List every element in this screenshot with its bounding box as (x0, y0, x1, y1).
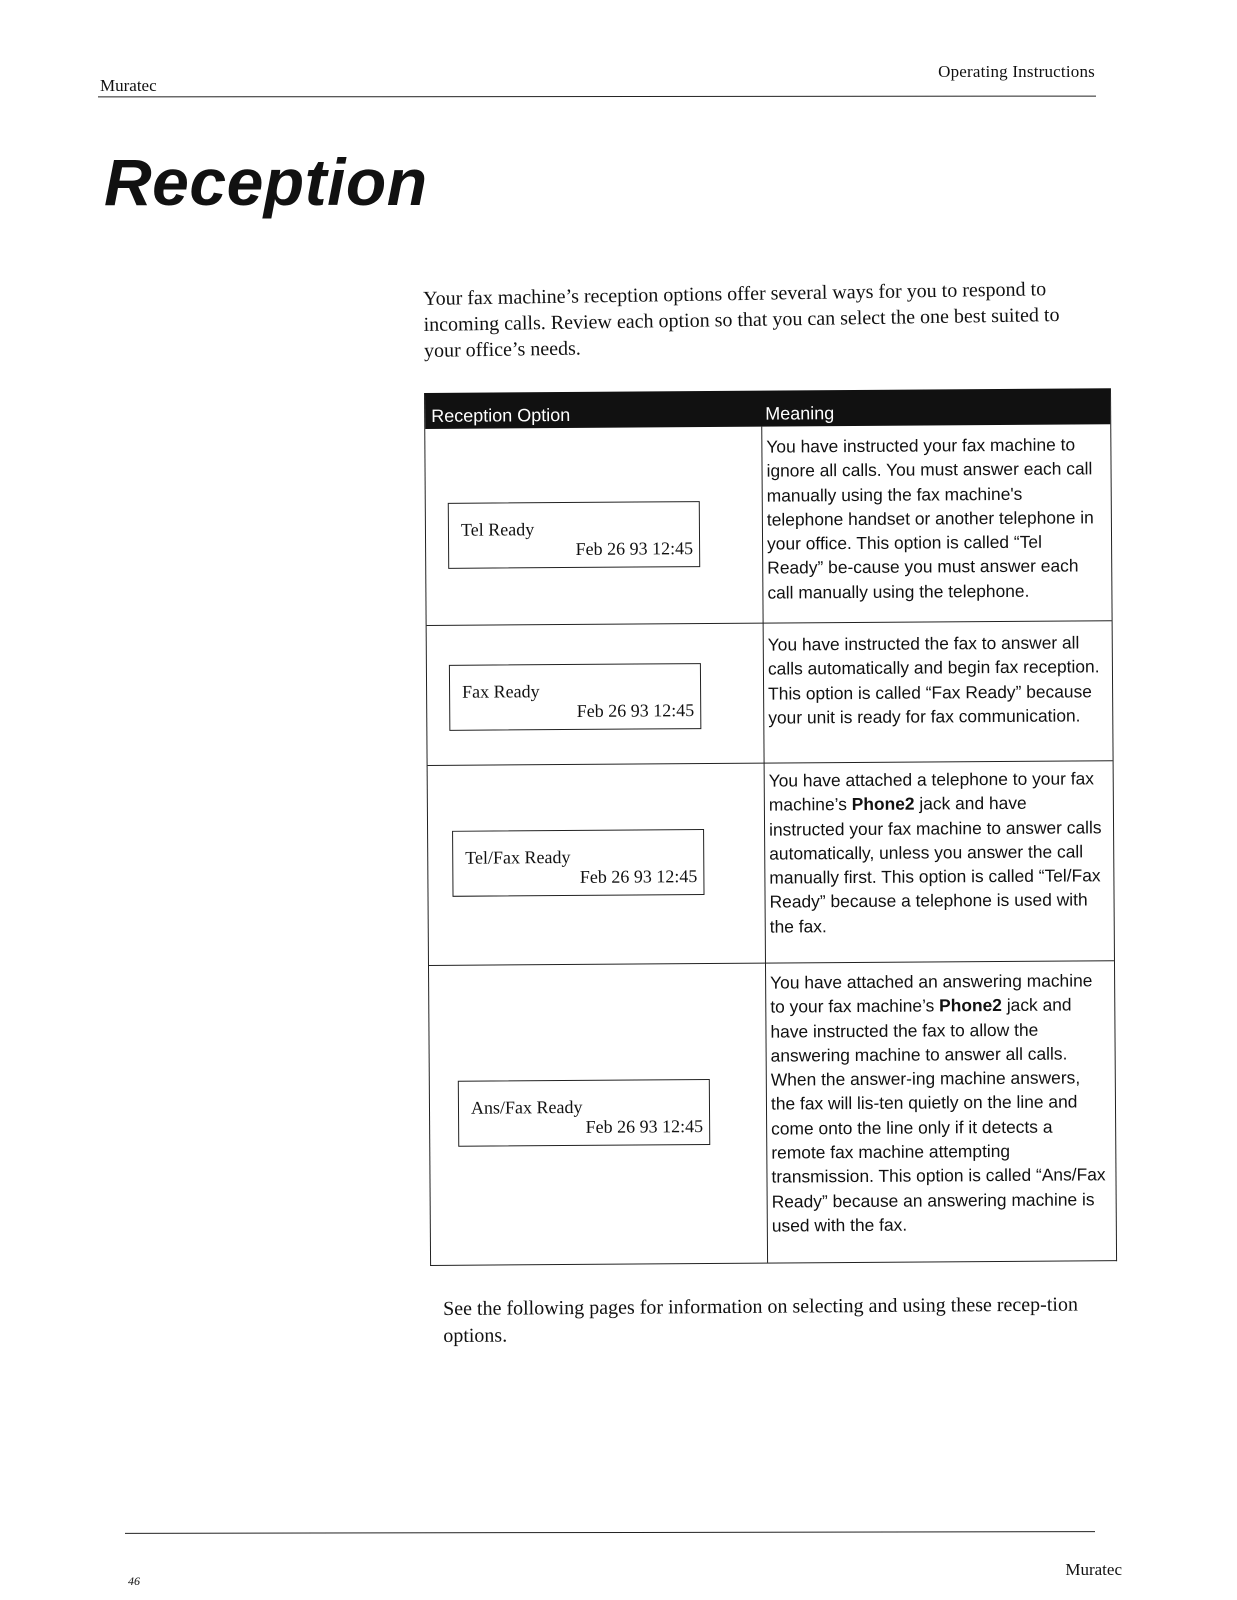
phone2-jack-label: Phone2 (851, 793, 915, 815)
column-header-option: Reception Option (431, 404, 571, 426)
reception-options-table (424, 388, 1117, 1266)
intro-paragraph: Your fax machine’s reception options offer several ways for you to respond to incoming calls. Review each option so that you can select the one best suited to your office’s needs. (423, 278, 1060, 362)
meaning-text: You have instructed the fax to answer all calls automatically and begin fax reception. This option is called “Fax Ready” because your unit is ready for fax communication. (767, 632, 1100, 728)
footer-brand: Muratec (1065, 1560, 1122, 1579)
display-mode-text: Tel/Fax Ready (465, 846, 571, 868)
meaning-text: You have attached a telephone to your fax machine’s Phone2 jack and have instructed your fax machine to answer calls automatically, unless you answer the call manually first. This option is called “Tel/Fax Ready” because a telephone is used with the fax. (768, 768, 1102, 937)
table-row-tel-ready (425, 424, 1111, 626)
table-row-ans-fax-ready (429, 960, 1116, 1265)
display-mode-text: Ans/Fax Ready (470, 1096, 583, 1118)
table-header (425, 388, 1110, 429)
footer-divider (125, 1531, 1095, 1534)
footer-note: See the following pages for information on selecting and using these recep-tion options. (443, 1293, 1078, 1347)
meaning-text: You have instructed your fax machine to ignore all calls. You must answer each call manually using the fax machine's telephone handset or another telephone in your office. This option is called “Tel Ready” be-cause you must answer each call manually using the telephone. (766, 434, 1094, 603)
header-brand: Muratec (100, 76, 157, 95)
display-mode-text: Fax Ready (462, 681, 540, 702)
lcd-display (448, 501, 700, 569)
header-divider (98, 96, 1096, 98)
table-row-tel-fax-ready (428, 760, 1114, 966)
lcd-display (452, 829, 704, 897)
display-mode-text: Tel Ready (460, 519, 535, 540)
display-date-text: Feb 26 93 12:45 (576, 700, 695, 721)
page-title: Reception (104, 145, 428, 219)
lcd-display (449, 663, 701, 731)
page-number: 46 (128, 1574, 140, 1588)
lcd-display (458, 1079, 710, 1147)
display-date-text: Feb 26 93 12:45 (575, 538, 694, 559)
column-header-meaning: Meaning (765, 403, 835, 424)
display-date-text: Feb 26 93 12:45 (585, 1116, 704, 1137)
table-row-fax-ready (427, 620, 1113, 766)
display-date-text: Feb 26 93 12:45 (579, 866, 698, 887)
header-section-title: Operating Instructions (938, 62, 1095, 81)
meaning-text: You have attached an answering machine to your fax machine’s Phone2 jack and have instructed the fax to allow the answering machine to answer all calls. When the answer-ing machine answers, the fax will lis-ten quietly on the line and come onto the line only if it detects a remote fax machine attempting transmission. This option is called “Ans/Fax Ready” because an answering machine is used with the fax. (770, 970, 1106, 1236)
phone2-jack-label: Phone2 (939, 995, 1003, 1016)
